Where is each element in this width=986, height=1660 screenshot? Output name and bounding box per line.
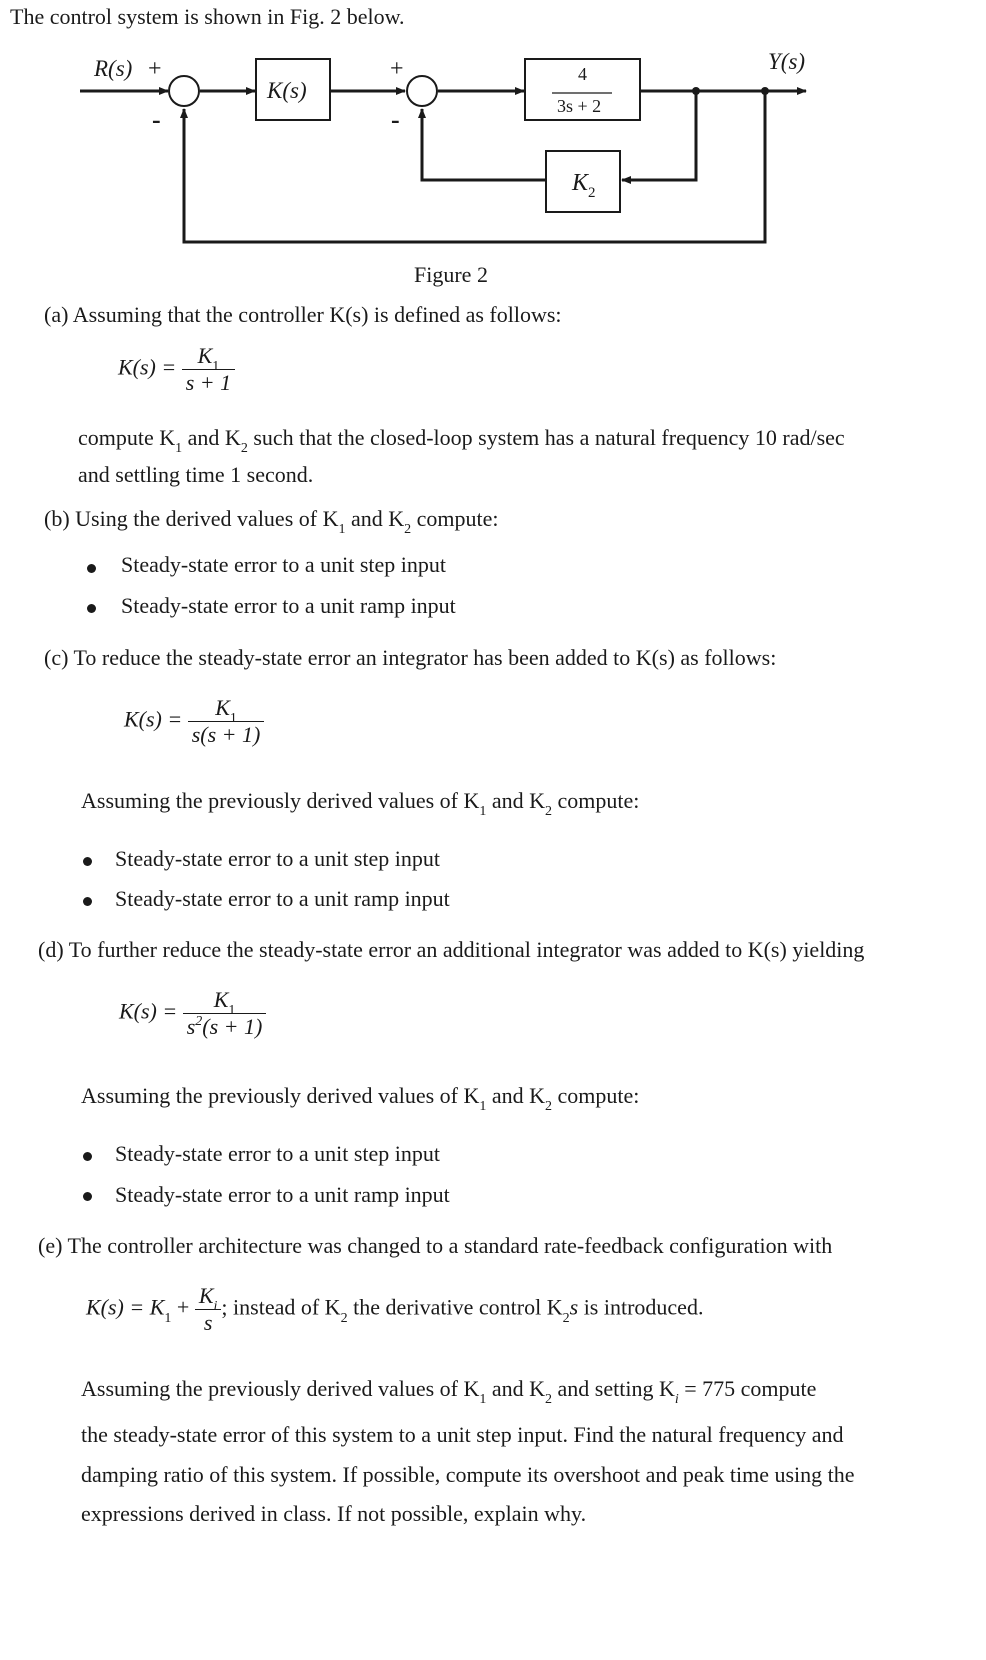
part-d-prompt: (d) To further reduce the steady-state error an additional integrator was added to K(s) yielding <box>38 937 865 962</box>
input-label: R(s) <box>94 56 133 81</box>
part-d-bullet-2: Steady-state error to a unit ramp input <box>115 1182 450 1207</box>
bullet-dot <box>83 897 92 906</box>
part-c-equation: K(s) = $\frac{K_1}{s(s + 1)}$ <box>124 695 264 748</box>
part-e-line-1: Assuming the previously derived values of $K_1$ and $K_2$ and setting $K_i = 775$ compute <box>81 1376 817 1407</box>
part-d-assume: Assuming the previously derived values of $K_1$ and $K_2$ compute: <box>81 1083 640 1114</box>
part-e-prompt: (e) The controller architecture was changed to a standard rate-feedback configuration with <box>38 1233 833 1258</box>
sum2-plus-sign: + <box>390 56 404 82</box>
part-e-line-4: expressions derived in class. If not possible, explain why. <box>81 1501 587 1526</box>
part-c-assume: Assuming the previously derived values of $K_1$ and $K_2$ compute: <box>81 788 640 819</box>
part-a-equation <box>118 343 235 396</box>
bullet-dot <box>83 1192 92 1201</box>
figure-caption: Figure 2 <box>414 262 488 287</box>
output-label: Y(s) <box>768 49 806 74</box>
part-b-bullet-2: Steady-state error to a unit ramp input <box>121 593 456 618</box>
part-b-bullet-1: Steady-state error to a unit step input <box>121 552 447 577</box>
part-c-bullet-1: Steady-state error to a unit step input <box>115 846 441 871</box>
summing-junction-1 <box>169 76 199 106</box>
sum2-minus-sign: - <box>391 105 400 134</box>
block-diagram <box>0 40 986 310</box>
bullet-dot <box>83 1152 92 1161</box>
part-c-bullet-2: Steady-state error to a unit ramp input <box>115 886 450 911</box>
part-d-bullet-1: Steady-state error to a unit step input <box>115 1141 441 1166</box>
part-a-prompt: (a) Assuming that the controller K(s) is defined as follows: <box>44 302 562 327</box>
part-c-prompt: (c) To reduce the steady-state error an integrator has been added to K(s) as follows: <box>44 645 777 670</box>
branch-point-inner <box>692 87 700 95</box>
sum1-plus-sign: + <box>148 56 162 82</box>
intro-text: The control system is shown in Fig. 2 below. <box>10 4 405 29</box>
plant-numerator: 4 <box>578 64 587 84</box>
bullet-dot <box>87 564 96 573</box>
sum1-minus-sign: - <box>152 105 161 134</box>
bullet-dot <box>83 857 92 866</box>
part-e-equation: $K(s) = K_1$ + $\frac{K_i}{s}$ ; instead of $K_2$ the derivative control $K_2s$ is introduced. <box>86 1283 704 1335</box>
part-a-compute-line1: compute $K_1$ and $K_2$ such that the closed-loop system has a natural frequency 10 rad/sec <box>78 425 845 456</box>
controller-label: K(s) <box>267 78 307 103</box>
equation-fraction: $\frac{K_1}{s^2(s + 1)}$ <box>183 987 267 1040</box>
feedback-gain-label: $K_2$ <box>572 170 596 201</box>
equation-lhs: K(s) = <box>118 354 177 380</box>
branch-point-outer <box>761 87 769 95</box>
equation-fraction: $\frac{K_i}{s}$ <box>195 1283 222 1336</box>
part-a-compute-line2: and settling time 1 second. <box>78 462 314 487</box>
part-e-line-3: damping ratio of this system. If possible, compute its overshoot and peak time using the <box>81 1462 855 1487</box>
equation-fraction: $\frac{K_1}{s(s + 1)}$ <box>188 695 265 748</box>
summing-junction-2 <box>407 76 437 106</box>
equation-fraction: $\frac{K_1}{s + 1}$ <box>182 343 235 396</box>
part-e-line-2: the steady-state error of this system to a unit step input. Find the natural frequency and <box>81 1422 844 1447</box>
part-b-prompt: (b) Using the derived values of $K_1$ and $K_2$ compute: <box>44 506 499 537</box>
plant-denominator: 3s + 2 <box>557 96 602 116</box>
part-d-equation: K(s) = $\frac{K_1}{s^2(s + 1)}$ <box>119 987 266 1040</box>
bullet-dot <box>87 604 96 613</box>
